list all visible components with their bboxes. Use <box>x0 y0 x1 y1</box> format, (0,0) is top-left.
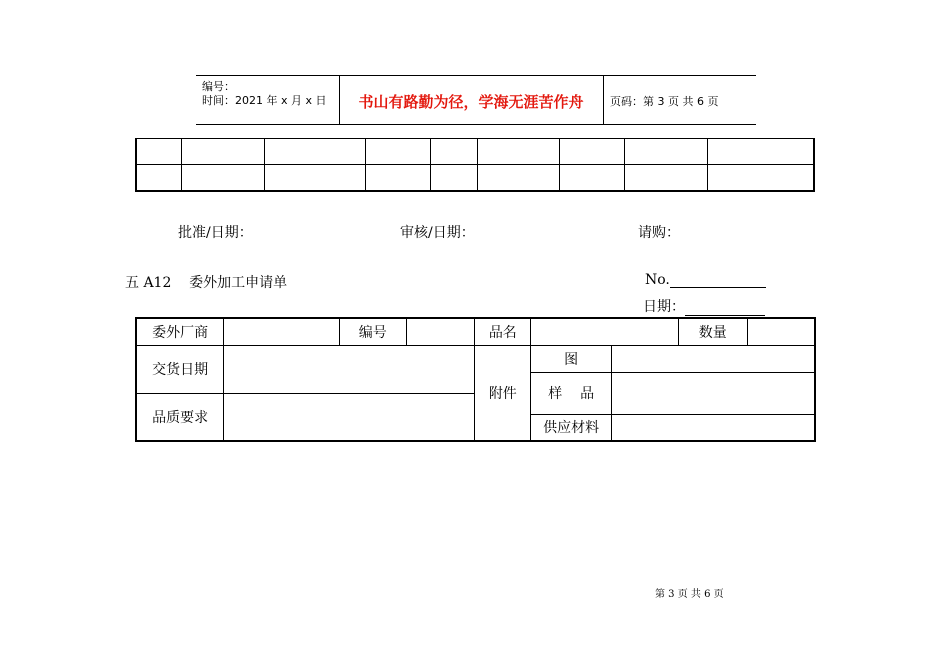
table-cell <box>560 139 625 165</box>
date-label: 日期： <box>643 299 685 315</box>
code-label: 编号 <box>339 318 406 345</box>
delivery-date-value[interactable] <box>224 345 475 393</box>
quantity-label: 数量 <box>678 318 747 345</box>
table-cell <box>478 139 560 165</box>
table-cell <box>182 139 265 165</box>
outsourcing-request-form <box>135 317 816 442</box>
table-row <box>136 318 815 345</box>
table-row <box>136 139 814 165</box>
table-cell <box>430 165 478 192</box>
table-cell <box>478 165 560 192</box>
document-header <box>196 75 756 125</box>
review-date-label: 审核/日期： <box>400 225 475 241</box>
drawing-label: 图 <box>531 345 612 372</box>
vendor-label: 委外厂商 <box>136 318 224 345</box>
approve-date-label: 批准/日期： <box>178 225 253 241</box>
table-cell <box>365 139 430 165</box>
table-row <box>136 165 814 192</box>
vendor-value[interactable] <box>224 318 340 345</box>
section-title: 五 A12 委外加工申请单 <box>125 275 288 291</box>
code-value[interactable] <box>406 318 475 345</box>
table-cell <box>707 165 814 192</box>
footer-page-number: 第 3 页 共 6 页 <box>655 589 724 600</box>
table-cell <box>182 165 265 192</box>
table-cell <box>707 139 814 165</box>
date-input-line[interactable] <box>685 301 765 316</box>
request-label: 请购： <box>638 225 680 241</box>
table-cell <box>625 165 708 192</box>
table-cell <box>136 165 182 192</box>
table-cell <box>265 165 366 192</box>
table-cell <box>136 139 182 165</box>
supplied-material-value[interactable] <box>612 414 815 441</box>
drawing-value[interactable] <box>612 345 815 372</box>
sample-value[interactable] <box>612 372 815 414</box>
table-cell <box>365 165 430 192</box>
product-value[interactable] <box>531 318 679 345</box>
quality-value[interactable] <box>224 393 475 441</box>
table-cell <box>430 139 478 165</box>
header-time-label: 时间：2021 年 x 月 x 日 <box>202 94 327 107</box>
quantity-value[interactable] <box>747 318 815 345</box>
attachments-label: 附件 <box>475 345 531 441</box>
no-input-line[interactable] <box>670 273 766 288</box>
header-page-label: 页码：第 3 页 共 6 页 <box>610 95 719 108</box>
header-code-label: 编号： <box>202 80 235 93</box>
table-cell <box>560 165 625 192</box>
table-row <box>136 345 815 372</box>
table-fragment <box>135 138 815 192</box>
supplied-material-label: 供应材料 <box>531 414 612 441</box>
date-field <box>643 296 765 316</box>
sample-label: 样 品 <box>531 372 612 414</box>
header-divider <box>603 76 604 124</box>
delivery-date-label: 交货日期 <box>136 345 224 393</box>
no-field <box>645 272 766 288</box>
product-label: 品名 <box>475 318 531 345</box>
quality-label: 品质要求 <box>136 393 224 441</box>
table-cell <box>625 139 708 165</box>
no-label: No. <box>645 272 670 288</box>
table-cell <box>265 139 366 165</box>
header-left <box>202 80 327 108</box>
header-motto: 书山有路勤为径，学海无涯苦作舟 <box>358 93 584 111</box>
